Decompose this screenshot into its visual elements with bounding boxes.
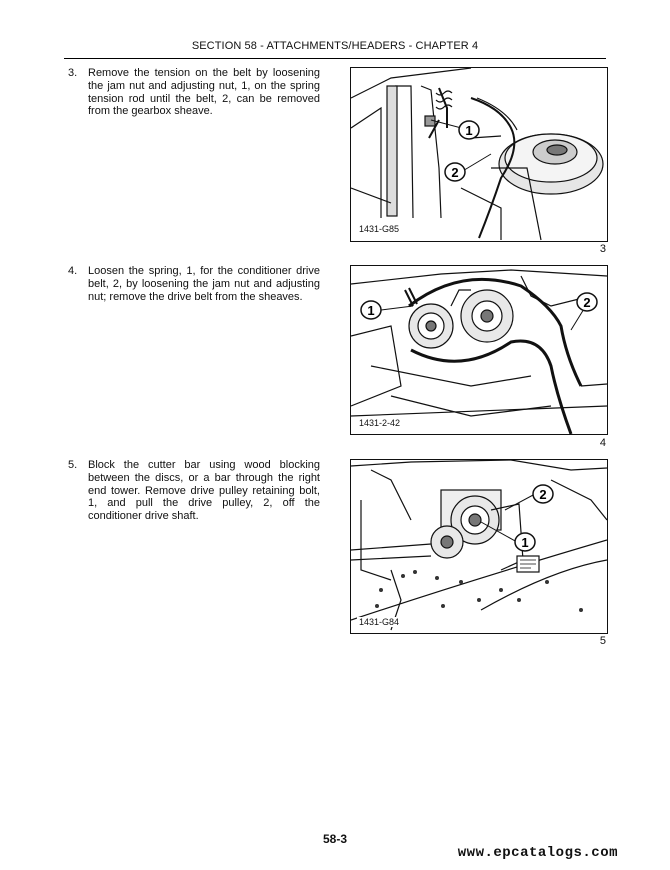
figure-code: 1431-2-42	[359, 418, 401, 428]
callout-2: 2	[583, 295, 591, 310]
figure-number: 5	[599, 635, 606, 647]
callout-1: 1	[367, 303, 375, 318]
figure-number: 3	[599, 243, 606, 255]
header-rule	[64, 58, 606, 59]
step-text: Loosen the spring, 1, for the conditioner drive belt, 2, by loosening the jam nut and adjusting nut; remove the drive belt from the sheaves.	[88, 265, 320, 303]
step-number: 5.	[68, 459, 78, 471]
figure-code: 1431-G85	[359, 224, 400, 234]
step-text: Remove the tension on the belt by loosening the jam nut and adjusting nut, 1, on the spring tension rod until the belt, 2, can be removed from the gearbox sheave.	[88, 67, 320, 118]
step-5	[68, 459, 320, 523]
step-text: Block the cutter bar using wood blocking between the discs, or a bar through the right end tower. Remove drive pulley retaining bolt, 1, and pull the drive pulley, 2, off the conditioner drive shaft.	[88, 459, 320, 523]
figure-code: 1431-G84	[359, 617, 400, 627]
figure-3-illustration	[350, 67, 608, 242]
figure-5-illustration	[350, 459, 608, 634]
step-number: 4.	[68, 265, 78, 277]
step-4	[68, 265, 320, 303]
conditioner-belt-drawing	[351, 266, 607, 434]
step-3	[68, 67, 320, 118]
figure-4-illustration	[350, 265, 608, 435]
drive-pulley-drawing	[351, 460, 607, 633]
callout-1: 1	[521, 535, 529, 550]
callout-1: 1	[465, 123, 473, 138]
belt-tension-drawing	[351, 68, 607, 241]
figure-number: 4	[599, 437, 606, 449]
callout-2: 2	[539, 487, 547, 502]
page-number: 58-3	[322, 832, 348, 846]
step-number: 3.	[68, 67, 78, 79]
callout-2: 2	[451, 165, 459, 180]
watermark-url: www.epcatalogs.com	[457, 845, 618, 861]
section-header: SECTION 58 - ATTACHMENTS/HEADERS - CHAPTER 4	[191, 40, 479, 52]
